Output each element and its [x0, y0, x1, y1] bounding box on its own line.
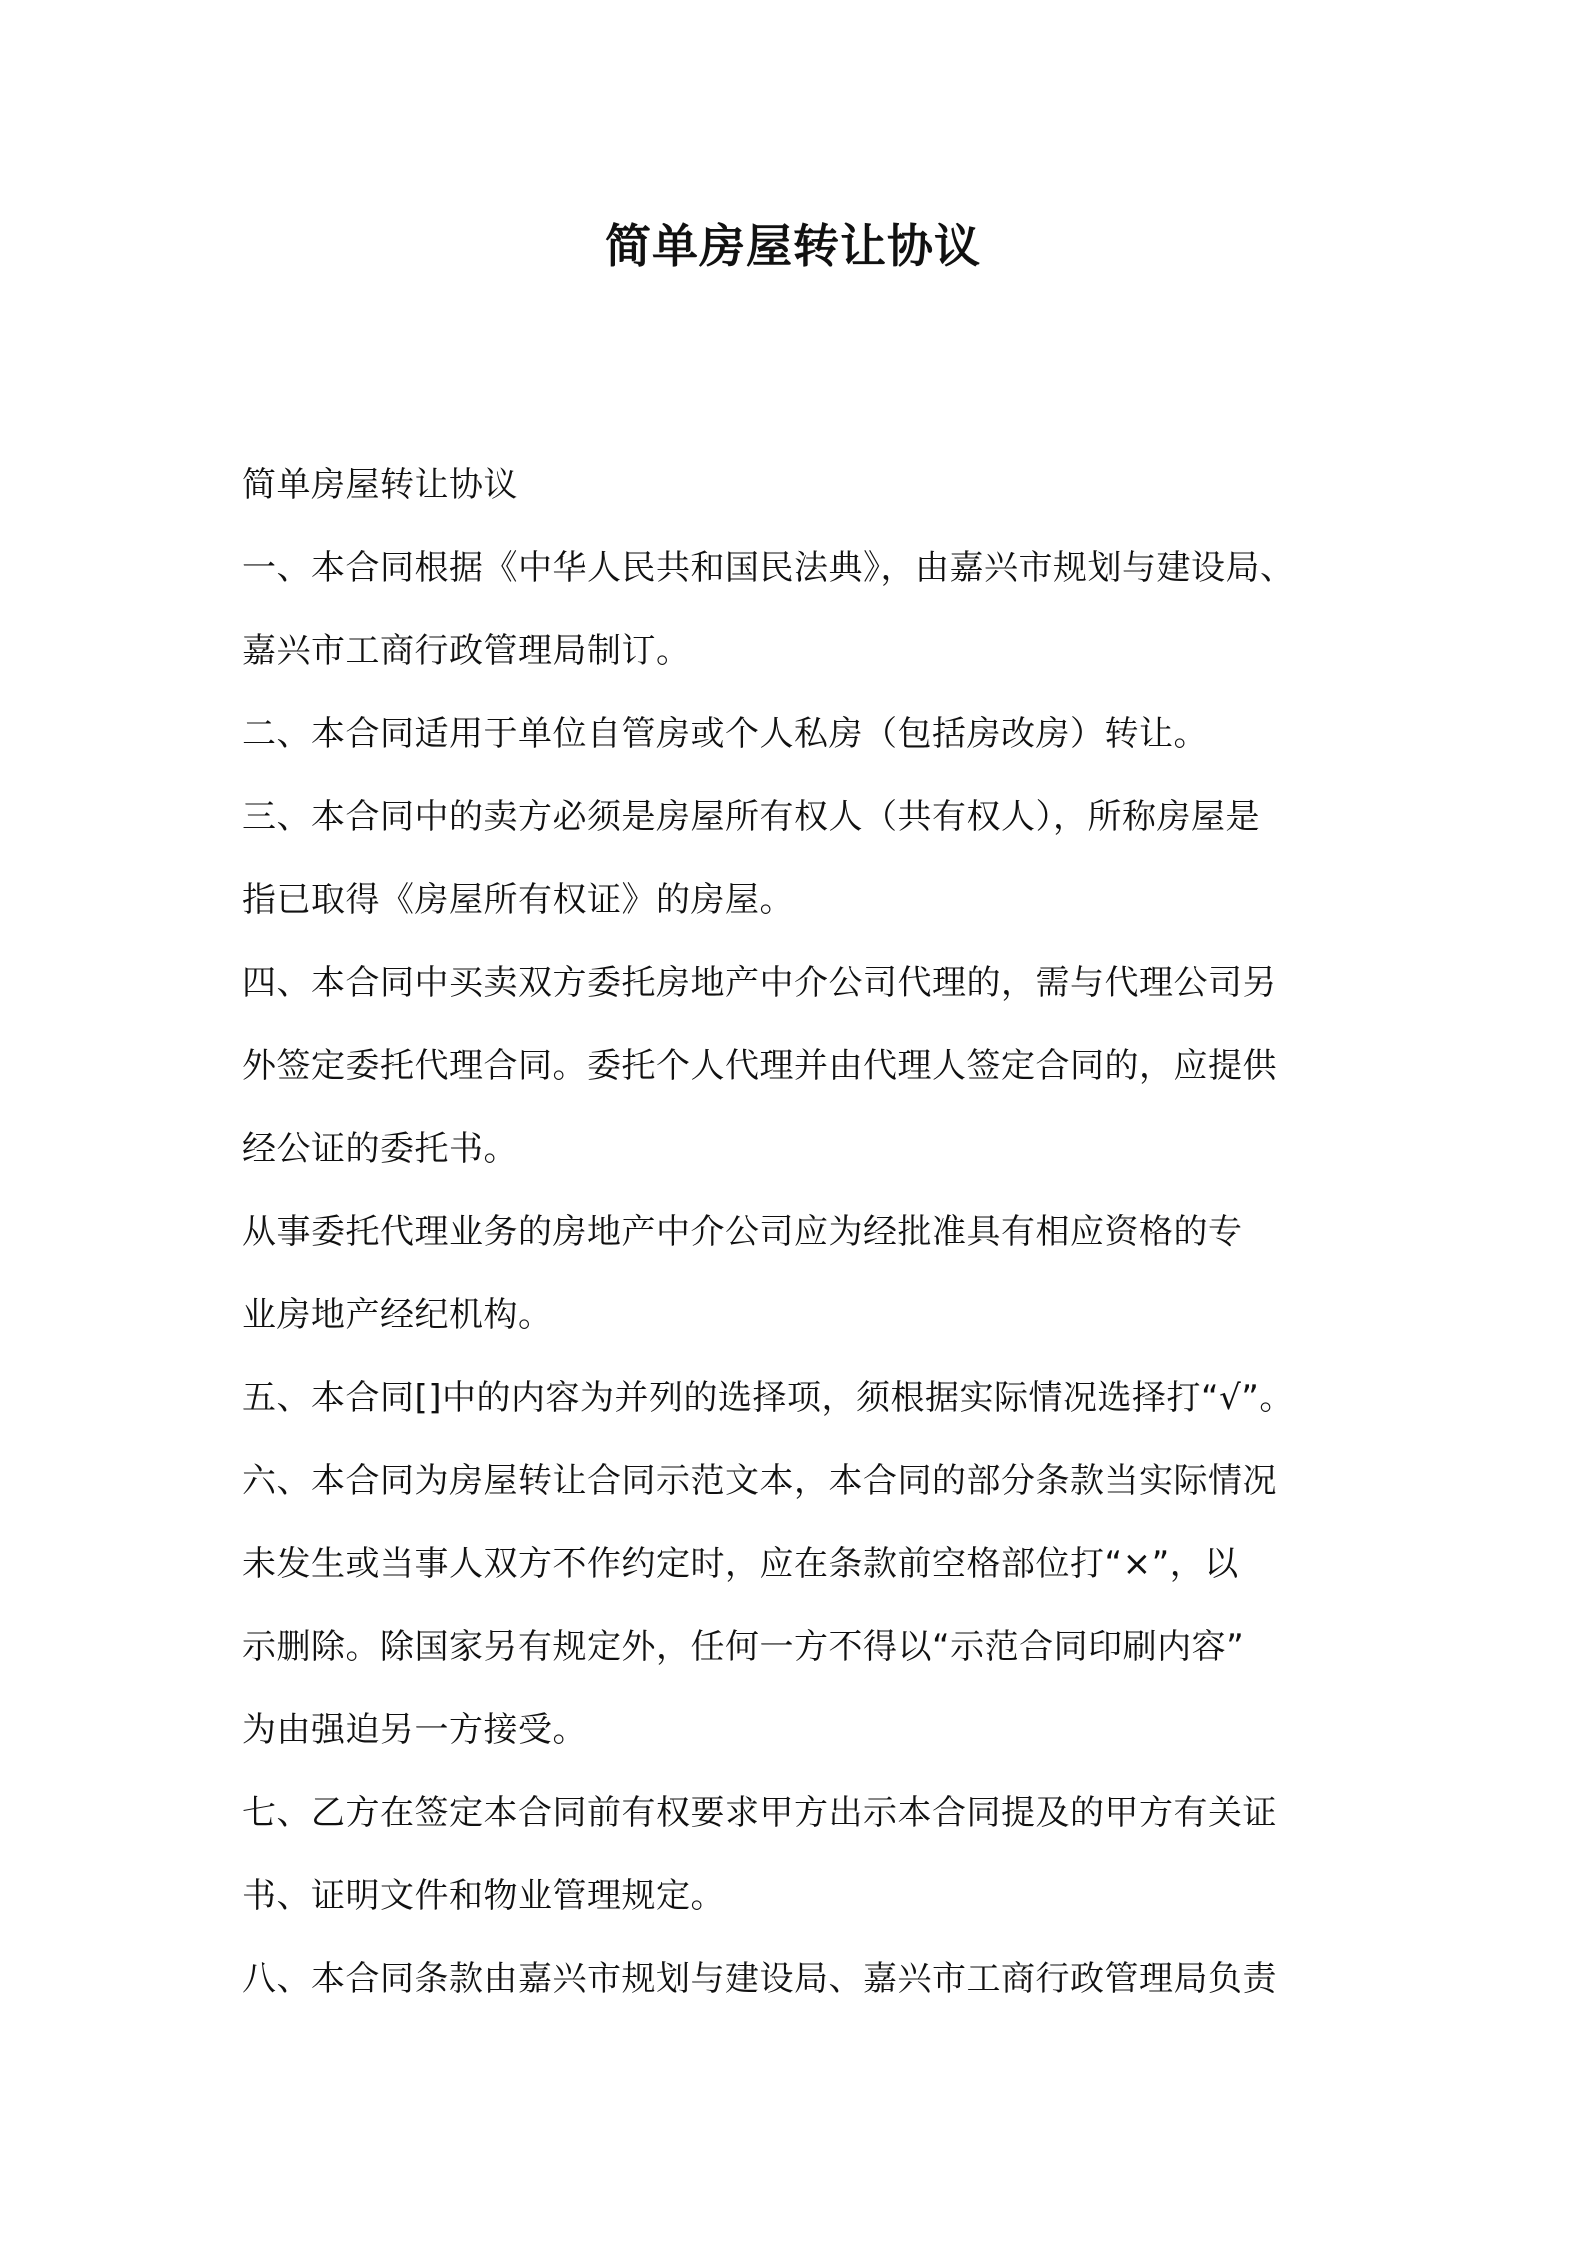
body-line: 业房地产经纪机构。	[242, 1295, 553, 1335]
body-line: 未发生或当事人双方不作约定时，应在条款前空格部位打“×”，以	[242, 1544, 1239, 1584]
body-line: 为由强迫另一方接受。	[242, 1710, 587, 1750]
body-line: 简单房屋转让协议	[242, 465, 518, 505]
body-line: 书、证明文件和物业管理规定。	[242, 1876, 725, 1916]
body-line: 示删除。除国家另有规定外，任何一方不得以“示范合同印刷内容”	[242, 1627, 1245, 1667]
body-line: 指已取得《房屋所有权证》的房屋。	[242, 880, 794, 920]
body-line: 二、本合同适用于单位自管房或个人私房（包括房改房）转让。	[242, 714, 1208, 754]
body-line: 外签定委托代理合同。委托个人代理并由代理人签定合同的，应提供	[242, 1046, 1277, 1086]
body-line: 六、本合同为房屋转让合同示范文本，本合同的部分条款当实际情况	[242, 1461, 1277, 1501]
body-line: 三、本合同中的卖方必须是房屋所有权人（共有权人），所称房屋是	[242, 797, 1260, 837]
body-line: 七、乙方在签定本合同前有权要求甲方出示本合同提及的甲方有关证	[242, 1793, 1277, 1833]
body-line: 从事委托代理业务的房地产中介公司应为经批准具有相应资格的专	[242, 1212, 1243, 1252]
body-line: 四、本合同中买卖双方委托房地产中介公司代理的，需与代理公司另	[242, 963, 1277, 1003]
body-line: 经公证的委托书。	[242, 1129, 518, 1169]
body-line: 八、本合同条款由嘉兴市规划与建设局、嘉兴市工商行政管理局负责	[242, 1959, 1277, 1999]
body-line: 一、本合同根据《中华人民共和国民法典》，由嘉兴市规划与建设局、	[242, 548, 1295, 588]
body-line: 嘉兴市工商行政管理局制订。	[242, 631, 691, 671]
document-title: 简单房屋转让协议	[605, 219, 981, 273]
body-line: 五、本合同[]中的内容为并列的选择项，须根据实际情况选择打“√”。	[242, 1378, 1294, 1418]
document-body	[242, 444, 1362, 2021]
